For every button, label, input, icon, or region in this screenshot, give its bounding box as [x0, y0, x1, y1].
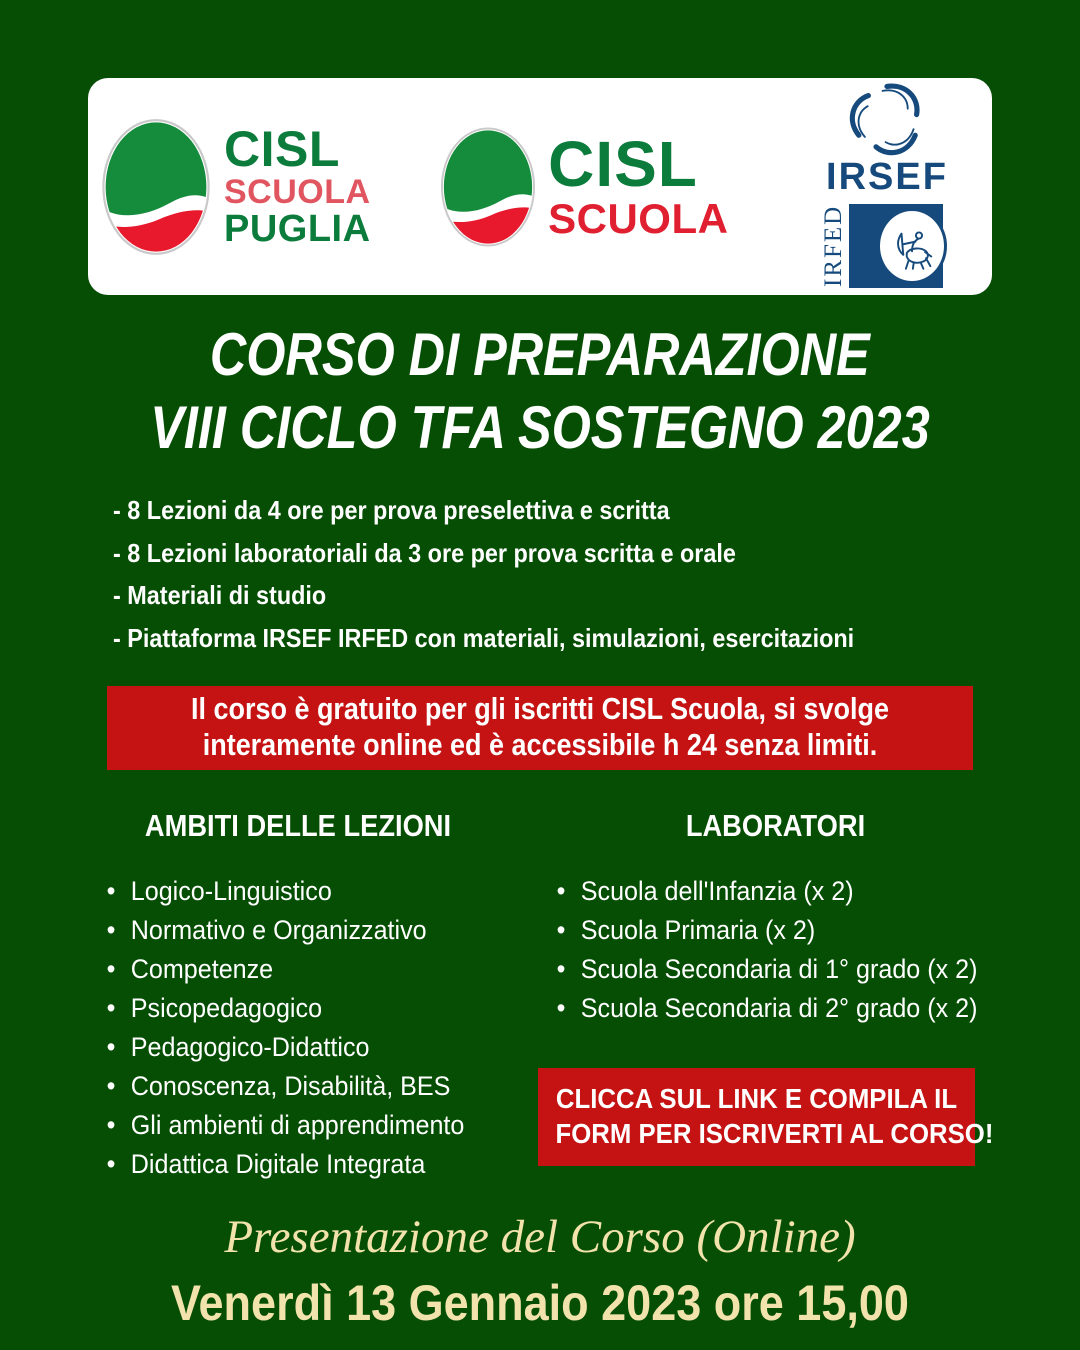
ambiti-column — [88, 808, 508, 1184]
page-title — [0, 321, 1080, 472]
list-item: • Psicopedagogico — [88, 989, 479, 1028]
cisl-flag-icon — [440, 123, 536, 251]
cisl-flag-icon — [100, 118, 212, 256]
irsef-irfed-logo — [798, 82, 976, 291]
sagittarius-archer-icon — [884, 218, 940, 274]
list-item: • Conoscenza, Disabilità, BES — [88, 1067, 479, 1106]
list-item: • Didattica Digitale Integrata — [88, 1145, 479, 1184]
list-item: • Logico-Linguistico — [88, 872, 479, 911]
ambiti-title: AMBITI DELLE LEZIONI — [144, 808, 452, 843]
list-item: • Gli ambienti di apprendimento — [88, 1106, 479, 1145]
ambiti-list — [88, 872, 508, 1184]
emblem-circle — [877, 208, 947, 284]
banner-line1: Il corso è gratuito per gli iscritti CISL Scuola, si svolge — [191, 691, 889, 726]
list-item: • Scuola Primaria (x 2) — [538, 911, 980, 950]
list-item: • Scuola Secondaria di 1° grado (x 2) — [538, 950, 980, 989]
register-cta-button[interactable] — [538, 1068, 994, 1166]
logos-header-card — [88, 78, 992, 295]
course-features-list — [113, 489, 937, 659]
puglia-word: PUGLIA — [224, 208, 371, 251]
title-line1: CORSO DI PREPARAZIONE — [210, 321, 870, 388]
laboratori-list — [538, 872, 1013, 1028]
list-item: • Competenze — [88, 950, 479, 989]
feature-item: - 8 Lezioni laboratoriali da 3 ore per prova scritta e orale — [113, 537, 736, 568]
cta-line1: CLICCA SUL LINK E COMPILA IL — [555, 1083, 958, 1114]
title-line2: VIII CICLO TFA SOSTEGNO 2023 — [150, 394, 930, 461]
irsef-word: IRSEF — [826, 156, 948, 198]
presentation-datetime: Venerdì 13 Gennaio 2023 ore 15,00 — [171, 1275, 909, 1331]
cisl-scuola-logo — [440, 123, 728, 251]
cta-line2: FORM PER ISCRIVERTI AL CORSO! — [555, 1118, 994, 1149]
presentation-info — [0, 1206, 1080, 1334]
irsef-knot-icon — [848, 82, 926, 156]
list-item: • Normativo e Organizzativo — [88, 911, 479, 950]
cisl-scuola-wordmark — [548, 128, 729, 242]
cisl-scuola-puglia-logo — [100, 118, 371, 256]
laboratori-title: LABORATORI — [685, 808, 866, 843]
free-course-banner — [107, 686, 973, 770]
cisl-word: CISL — [548, 128, 698, 201]
scuola-word: SCUOLA — [224, 173, 371, 212]
irfed-emblem-row — [821, 201, 953, 291]
cisl-puglia-wordmark — [224, 120, 371, 251]
irfed-emblem — [849, 202, 953, 290]
feature-item: - Materiali di studio — [113, 580, 327, 610]
list-item: • Scuola Secondaria di 2° grado (x 2) — [538, 989, 980, 1028]
banner-line2: interamente online ed è accessibile h 24 senza limiti. — [202, 727, 878, 762]
cisl-word: CISL — [224, 120, 340, 177]
feature-item: - Piattaforma IRSEF IRFED con materiali, simulazioni, esercitazioni — [113, 622, 855, 653]
list-item: • Pedagogico-Didattico — [88, 1028, 479, 1067]
scuola-word: SCUOLA — [548, 194, 729, 242]
presentation-title: Presentazione del Corso (Online) — [224, 1211, 856, 1263]
laboratori-column — [538, 808, 1013, 1166]
feature-item: - 8 Lezioni da 4 ore per prova preselettiva e scritta — [113, 495, 670, 525]
irfed-word: IRFED — [820, 204, 847, 288]
list-item: • Scuola dell'Infanzia (x 2) — [538, 872, 980, 911]
